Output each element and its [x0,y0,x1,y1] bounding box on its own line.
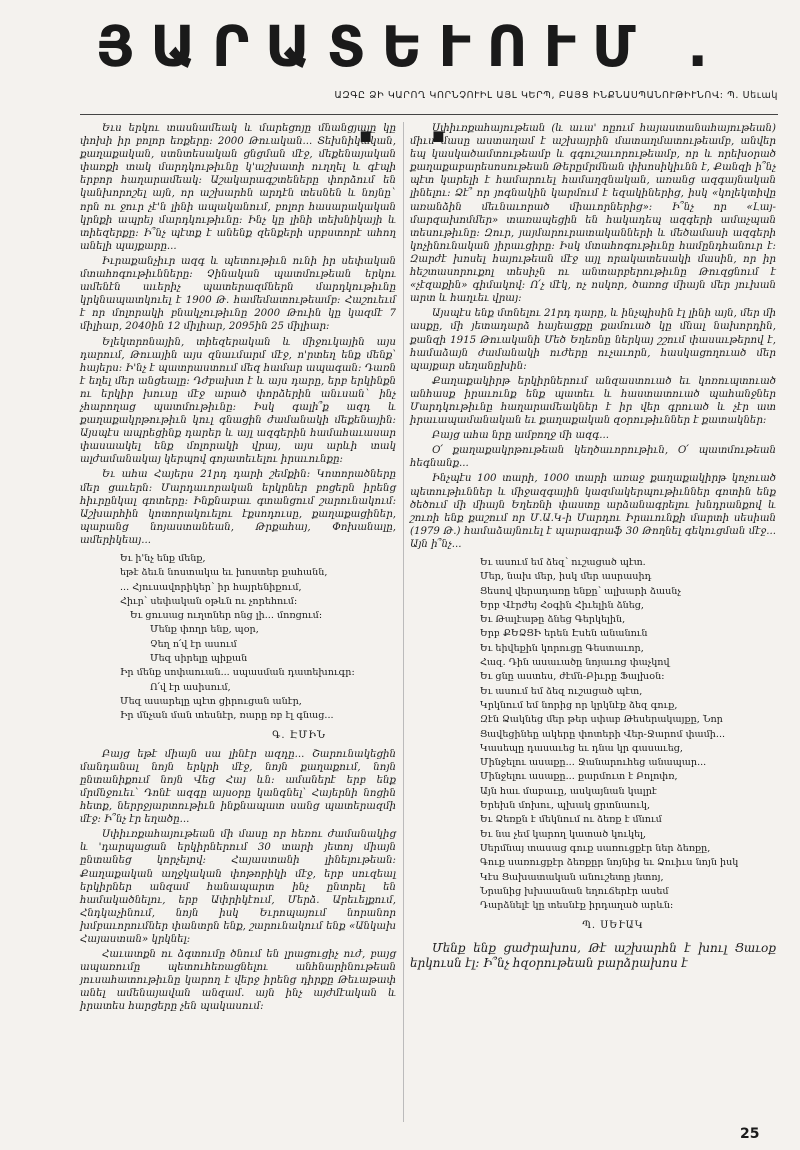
poem-line: Մենք փողր ենք, պօր, [150,624,259,636]
poem-line: Իր մնչան ման տեսնէր, ռարը ռբ էլ գնաց... [120,710,334,722]
left-paragraph: Ելեկտրոնային, տիեզերական և միջուկային այս դարում, Թուային այս զնաւմարմ մէջ, ո'րտեղ ենք մենք՝ հայերս: Ի'նչ է պատրաստում մեզ համար ապագան: Դառն է եղել մեր անցեալը: Դժբախտ է և այս դարը, երբ երկինքն ու երկիր խուսը մէջ արած փորձերին անւսան` ինչ չհարողաց պատմութիւնը: Իսկ գալի՞ք ազդ և քաղաքակրթութիւն կուլ գնացին ժամանակի մեքենային: Այսպէս ապրեցինք դարեր և այլ ազգերին համահաւասար փասաակել ենք մոլորակի վրայ, այս արևի տակ ալժամանակայ կերպով գոյատեւելու իրաւունքը: [80,336,396,466]
right-poem [410,556,776,913]
poem-line: Եւ ասում եմ ձեզ՝ ուշացած պէտ. [480,557,646,568]
poem-line: Զէն Ձակնեց մեր թեր սփաբ Թեսերակայքը, Նոր [480,714,723,726]
poem-line: Եւ ցուսաց ուղտներ ոնց լի... մոռցում: [130,610,323,622]
poem-line: եթէ ձեւն նոստակա եւ խոստեր քահանն, [120,567,328,579]
poem-line: Եւ նա չեմ կարող կատած կուկել, [480,828,647,840]
page-number: 25 [740,1126,760,1142]
right-paragraph: Բայց ահա նրը ամբողջ մի ազգ... [432,430,609,442]
closing-paragraph: Մենք ենք ցաժրախոս, Թէ աշխարհն է խուլ Ցաւօք երկուսն էլ: Ի՞նչ հզօրութեան բարձրախոս է [410,940,776,970]
left-paragraph: Սփիւռքահայութեան մի մասը որ հեռու ժամանակից և 'դարպացան երկիրներում 30 տարի յետոյ միայն ընտանեց կորչելով: Հայաստանի լինելութեան: Քաղաքական աղջկական փոթորիկի մէջ, երբ սուզեալ երկիրներ անզամ հանապարտ ինչ ընտրել են համակածնելու, երբ Ափրիկէում, Մերձ. Արեւելքում, Հնդկաչինում, նոյն իսկ Եւրոպայում նորանոր խմբաւորումներ փանտրն ենք, շարունակում ենք «Անկախ Հայաստան» կրկնել: [80,829,396,945]
poem-line: Չեղ ո՛վ էր ասում [150,638,237,650]
right-paragraph: Օ՛ քաղաքակրթութեան կեղծաւորութիւն, Օ՛ պատմութեան հեգնանք... [410,445,776,470]
poem-line: Մեզ ասարելը պէտ ցիրուցան անէր, [120,695,302,707]
poem-line: Մեզ սիրելը պիքան [150,653,248,665]
poem-line: Դարձնելէ կը տեսնէք իրդաղած արևն: [480,900,674,912]
poem-line: ... Հյուսավորիկեր՝ իր հայրենիքում, [120,581,302,593]
poem-line: Նրանից խխաանան եղուճերէր ասեմ [480,885,669,897]
right-paragraph: Սփիւռքահայութեան (և աւա' ոըում հայաստանահայութեան) միւս մասը աստաղամ է աշխայրին մատաղմատութեամբ, անվեր եպ կասկածամտութեամբ և գգուշաւորութեամբ, որ և որեխօրած քաղաքաբարեսոսութեան Թերըմրմնան փխոսիկիւնն է, Քանզի ի՞նչ պէտ կարելի է համարուել համաղզնական, առանց ազգայնական լինելու: Ձէ՞ որ յոգնակին կարմում է եզակիներից, իսկ «կոլեկտիվը առանձին մեւնաւորած միաւորներից»: Ի՞նչ որ «Լայ-մարզախոմմեր» տառապեցին են հակադեպ ազգերի ամաչպան տեսութիւնը: Զուր, յայմարուրատականների և մեծամասի ազգերի կոչինունական յիրաւցիրը: Իսկ մտահոգութիւնը համընդհանուր է: Զարժէ խոսել հայութեան մէջ այլ որակատեսակի մասին, որ իր հեշտասորուքոլ տեսիչն ու անտարբերութիւնը Թուզցնում է «չէզաքին» գիմակով: Ո՛չ մէկ, ոչ ոսկոր, ծառոց միայն մեր յուխան արտ և հաղւեւ վրայ: [410,123,776,305]
poem-line: Եւ Թալէաթը ձնեց Գերկելին, [480,614,626,626]
right-paragraph: Այսպէս ենք մտնելու 21րդ դարը, և ինչպիսին էլ լինի այն, մեր մի ասքը, մի յետադարձ հայեացքը քամուած կը մնալ նախորդին, քանզի 1915 Թուականի Մեծ Եղեռնը ներկայ շշում փասաւթերով է, համաձայն ժամանակի ուժերը ուչաւորն, հասկացողուած մեր պայքար սեղանըխին: [410,308,776,372]
poem-line: Հիւր՝ սեփական օթևն ու չորեհում: [120,595,298,607]
left-paragraph: Եւս երկու տասնամեակ և մարեցոյը մնանցյալը կը փոխի իր բոլոր եռքերը: 2000 Թուական... Տեխնիկական, քաղաքական, ստնտեսական ցնցման մէջ, մեքենայական փառքի տակ մարդկութիւնը կ'աշխատի ուղղել և գէպի երբոր հաղարամեակ: Աշակարագշտեները փորձում են կանխորոշել այն, որ աշխարհն արդէն տեսնեն և նոյնը` որն ու ջուր չէ'ն լինի ապականում, բոլոր հասարակական կրնքի ապրեյ մարդկութիւնը: Ինչ կը լինի տեխնիկայի և տիեզերքը: Ի՞նչ պէտք է անենք զենքերի սրբստորէ ահող անելի պայքարը... [80,123,396,252]
right-column [410,122,776,973]
article-title: ՅԱՐԱՏԵՒՈՒՄ . . . [95,15,725,156]
left-poem [80,552,396,724]
poem-line: Երբ Վէրժեյ Հօգին Հիւելին ձնեց, [480,599,644,611]
left-column [80,122,396,1016]
poem-line: Հազ. Դին ասաւածը նոյաւոց փաչկով [480,657,670,669]
poem-line: Մինջելու ասաքը... քարմուտ է Բոլոփռ, [480,771,678,783]
left-paragraph: Բայց եթէ միայն սա լինէր ազդը... Շարունակեցին մանդանալ նոյն երկրի մէջ, նոյն քաղաքում, նոյն ընտանիքում նոյն Վեց Հայ ևն: ամաներէ երբ ենք մրմնջուեւ՝ Դոնէ ազգը այսօրը կանգնել՝ Հայերնի նոցին հետք, ներրջյարտութիւն ինքնապատ սանց պատերազմի մէջ: Ի՞նչ էր եղածը... [80,748,396,826]
poem-line: Եւ ի'նչ ենք մենք, [120,553,206,564]
poem-line: Ցավեցինեը ակերը փոտերի Վեր-Ջարոմ փամի... [480,728,726,740]
poem-line: Եւ ցնը աստես, ժէմն-Բիւրը Ֆալխօն: [480,671,665,683]
left-paragraph: Իւրաքանչիւր ազգ և պետութիւն ունի իր սեփական մտահոգութիւնները: Չինական պատմութեան երկու ամենէն աւերիչ պատերազմներն մարդկութիւնը կրկնապատկուել է 1900 Թ. համեմատութեամբ: Հաշուեւմ է որ մոլորակի բնակչութիւնը 2000 Թուին կը կազմէ 7 միլիար, 2040ին 12 միլիար, 2095ին 25 միլիար: [80,255,396,333]
poem-line: Իր մենք սոփաուան... սպասման դատեխուգր: [120,667,355,679]
poem-line: Ո՛վ էր ասիսում, [150,681,231,693]
poem-line: Կասեպը դասաւեց եւ դնա կր գասաւեց, [480,742,683,754]
poem-line: Երեխն մոխու, պխակ ցրտնաուկ, [480,800,651,812]
left-poem-author: Գ. ԷՄԻՆ [272,729,326,741]
poem-line: Կէս Ցախատական անուշետը յետոյ, [480,871,664,883]
poem-line: Մեր, նախ մեր, իսկ մեր ասրասիդ [480,571,652,583]
article-subtitle: ԱԶԳԸ ՁԻ ԿԱՐՈՂ ԿՈՐՆՉՈՒԻԼ ԱՅԼ ԿԵՐՊ, ԲԱՅՑ ԻՆՔՆԱՍՊԱՆՈՒԹԻՒՆՈՎ: Պ. Սեւակ [334,90,778,101]
poem-line: Երբ ՔԵՁՑԻ երեն Էսեն անանուն [480,628,648,640]
right-paragraph: Ինչպէս 100 տարի, 1000 տարի առաջ քաղաքակիրթ կոչուած պետութիւններ և միջազգային կազմակերպութիւններ գոտին ենք ծեծում մի միայն Եղեռնի փաստը արձանագրելու խնդրանքով և շուռի ենք քաշում որ Մ.Ա.Կ-ի Մարդու Իրաւունքի մարտի սեսիան (1979 Թ.) համաձայնուել է պարագրաֆ 30 Թողնել գեկուցման մէջ... Այն ի՞նչ... [410,473,776,550]
poem-line: Եւ Ձեռքն է մեկնում ու ձեռք է մնում [480,814,662,826]
left-paragraph: Հաւատքն ու ձգտումը ծնում են լրացուցիչ ուժ, բայց ապառումը պետուհեռացնելու անհնարինութեան յուսահատութիւնը կարող է վերջ իրենց դիրքը Թեւաթափ անել ամենայավան անզամ. այն ինչ այժմէական և իրատես հարցերը չեն պակասում: [80,949,396,1013]
poem-line: Գուք սառուցքէր ձեռքըր նոյնից եւ Ձուիւս նոյն իսկ [480,857,739,869]
poem-line: Կրկնում եմ նորից որ կրկնէք ձեզ գուք, [480,699,678,711]
poem-line: Ցեսով վերադառը ենքը՝ ալխարի ձասնչ [480,585,681,597]
header-rule [80,114,778,115]
left-paragraph: Եւ ահա Հայերս 21րդ դարի շեմքին: Կոտորածները մեր ցաւերն: Մարդաւորական երկրներ բոցերն իրենց հիւրընկալ գոտերը: Ինքնաբաւ գտանցում շարունակում: Աշխարհին կոտորակուելու էքսոդուսը, քաղաքացիներ, պարանց նոյաստանեան, Թրքահայ, Փոխանալը, ամերիկեայ... [80,469,396,546]
right-paragraph: Քաղաքակիրթ երկիրներում անզաստուած եւ կոռուպտուած անհասք իրաւունք ենք պատեւ և հաստատուած պահանջներ Մարդկութիւնը հաղարամեակներ է իր վեր գրուած և չէր ատ իրաւապամանական եւ քաղաքական զօրութիւններ է քատակներ: [410,375,776,427]
poem-line: Եւ եիվեքին կորուցը Գեստաւոր, [480,642,644,654]
poem-line: Սերմնայ տասաց գուք սառուցքէր ներ ձեռքը, [480,842,711,854]
column-divider [403,122,404,1122]
poem-line: Մինջելու ասաքը... Ջանարուհեց անապար... [480,757,707,769]
right-poem-author: Պ. ՍԵՒԱԿ [582,920,644,932]
poem-line: Եւ ասում եմ ձեզ ուշացած պէտ, [480,685,643,697]
poem-line: Այն հաւ մաբաւը, ասկայնան կալրէ [480,785,657,797]
